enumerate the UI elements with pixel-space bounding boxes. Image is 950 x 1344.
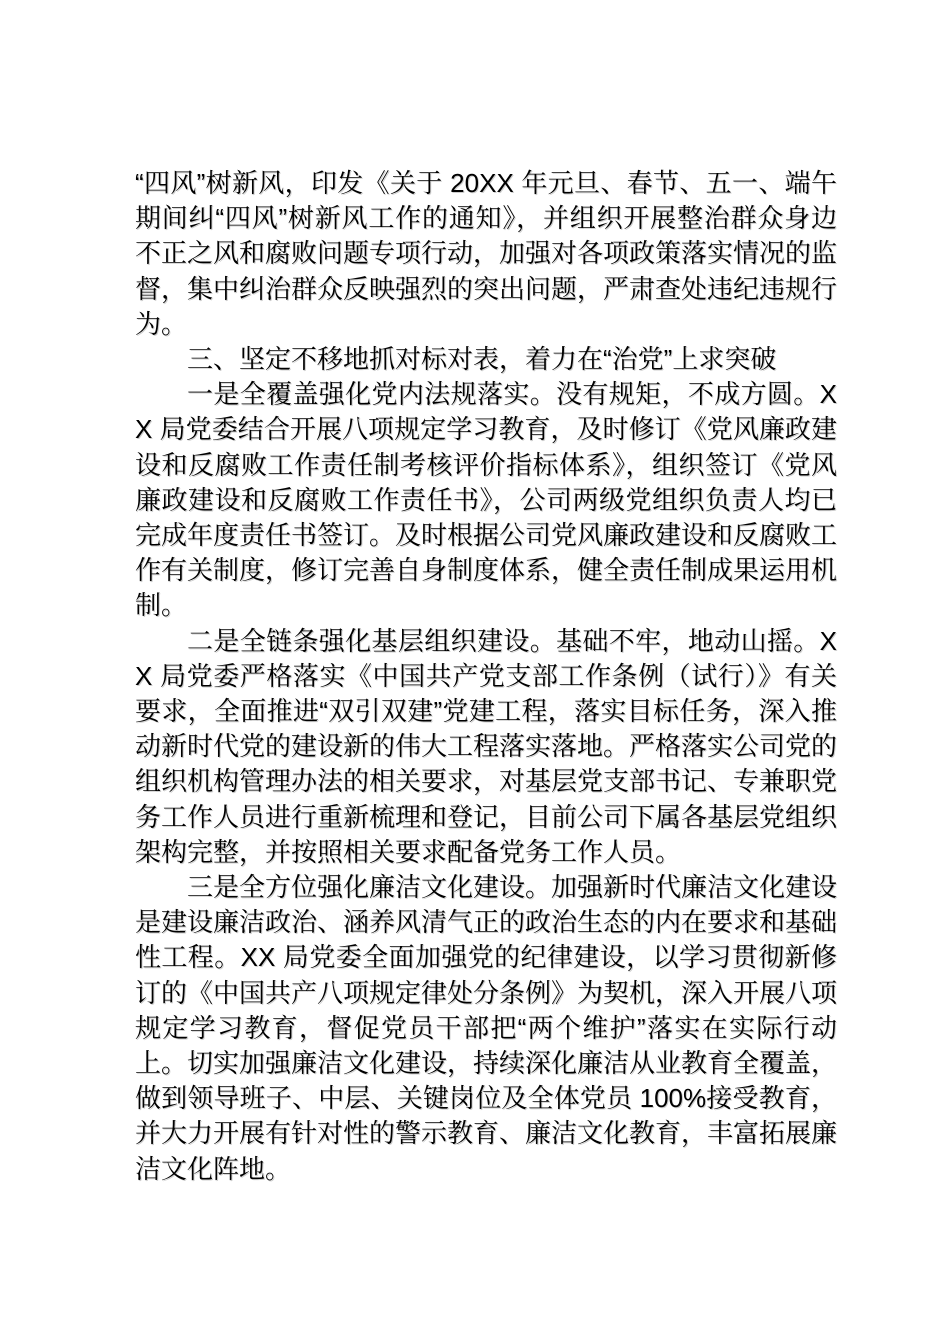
- paragraph: 三是全方位强化廉洁文化建设。加强新时代廉洁文化建设是建设廉洁政治、涵养风清气正的政治生态的内在要求和基础性工程。XX 局党委全面加强党的纪律建设，以学习贯彻新修订的《中国共产八项规定律处分条例》为契机，深入开展八项规定学习教育，督促党员干部把“两个维护”落实在实际行动上。切实加强廉洁文化建设，持续深化廉洁从业教育全覆盖，做到领导班子、中层、关键岗位及全体党员 100%接受教育，并大力开展有针对性的警示教育、廉洁文化教育，丰富拓展廉洁文化阵地。: [135, 872, 838, 1184]
- document-body: [135, 166, 837, 1187]
- paragraph: 一是全覆盖强化党内法规落实。没有规矩，不成方圆。XX 局党委结合开展八项规定学习教育，及时修订《党风廉政建设和反腐败工作责任制考核评价指标体系》，组织签订《党风廉政建设和反腐败工作责任书》，公司两级党组织负责人均已完成年度责任书签订。及时根据公司党风廉政建设和反腐败工作有关制度，修订完善自身制度体系，健全责任制成果运用机制。: [135, 379, 838, 621]
- section-heading: 三、坚定不移地抓对标对表，着力在“治党”上求突破: [187, 344, 777, 375]
- paragraph: “四风”树新风，印发《关于 20XX 年元旦、春节、五一、端午期间纠“四风”树新风工作的通知》，并组织开展整治群众身边不正之风和腐败问题专项行动，加强对各项政策落实情况的监督，集中纠治群众反映强烈的突出问题，严肃查处违纪违规行为。: [135, 168, 838, 339]
- paragraph: 二是全链条强化基层组织建设。基础不牢，地动山摇。XX 局党委严格落实《中国共产党支部工作条例（试行）》有关要求，全面推进“双引双建”党建工程，落实目标任务，深入推动新时代党的建设新的伟大工程落实落地。严格落实公司党的组织机构管理办法的相关要求，对基层党支部书记、专兼职党务工作人员进行重新梳理和登记，目前公司下属各基层党组织架构完整，并按照相关要求配备党务工作人员。: [135, 625, 838, 867]
